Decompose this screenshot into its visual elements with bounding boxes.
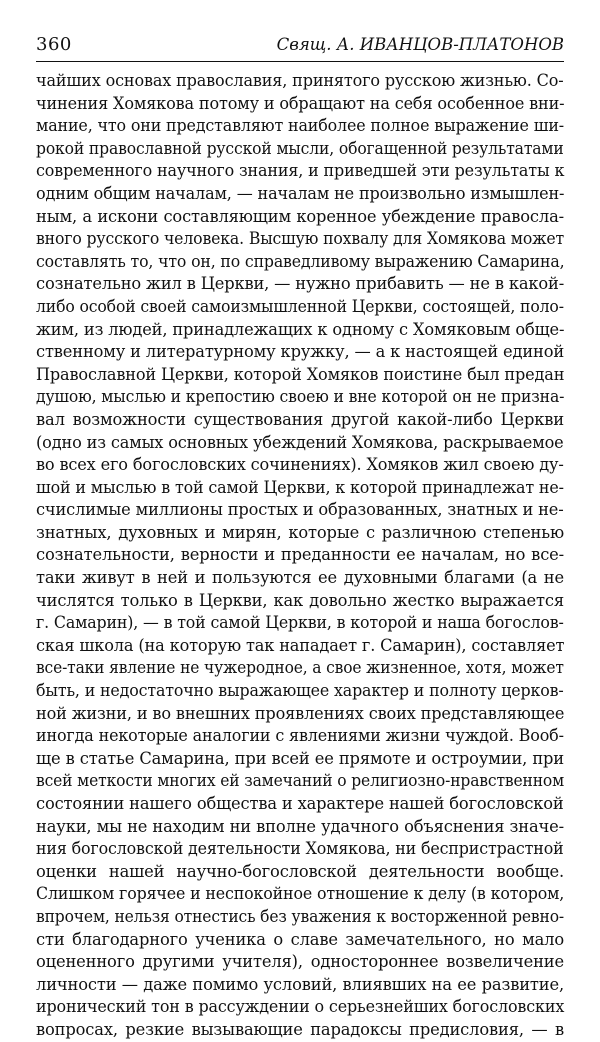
text-line: знатных, духовных и мирян, которые с различною степенью xyxy=(36,522,564,542)
text-line: чайших основах православия, принятого русскою жизнью. Со- xyxy=(36,71,564,90)
text-line: современного научного знания, и приведшей эти результаты к xyxy=(36,161,565,181)
text-line: ственному и литературному кружку, — а к настоящей единой xyxy=(36,342,565,362)
body-text xyxy=(36,70,564,1042)
text-line: ще в статье Самарина, при всей ее прямоте и остроумии, при xyxy=(36,748,564,768)
text-line: вопросах, резкие вызывающие парадоксы предисловия, — в xyxy=(36,1019,564,1039)
text-line: чинения Хомякова потому и обращают на себя особенное вни- xyxy=(36,93,565,113)
text-line: Православной Церкви, которой Хомяков поистине был предан xyxy=(36,364,565,384)
text-line: ния богословской деятельности Хомякова, ни беспристрастной xyxy=(36,839,564,859)
text-line: все-таки явление не чужеродное, а свое жизненное, хотя, может xyxy=(36,658,564,678)
text-line: сти благодарного ученика о славе замечательного, но мало xyxy=(36,929,564,949)
text-line: ной жизни, и во внешних проявлениях своих представляющее xyxy=(36,703,565,723)
text-line: г. Самарин), — в той самой Церкви, в которой и наша богослов- xyxy=(36,613,564,633)
running-title: Свящ. А. ИВАНЦОВ-ПЛАТОНОВ xyxy=(276,35,564,54)
text-line: всей меткости многих ей замечаний о религиозно-нравственном xyxy=(36,771,565,791)
text-line: Слишком горячее и неспокойное отношение к делу (в котором, xyxy=(36,884,565,904)
text-line: во всех его богословских сочинениях). Хомяков жил своею ду- xyxy=(36,455,564,475)
text-line: иронический тон в рассуждении о серьезнейших богословских xyxy=(36,997,565,1017)
text-line: вал возможности существования другой какой-либо Церкви xyxy=(36,409,564,429)
text-line: числятся только в Церкви, как довольно жестко выражается xyxy=(36,590,564,610)
text-line: быть, и недостаточно выражающее характер и полноту церков- xyxy=(36,681,564,701)
text-line: иногда некоторые аналогии с явлениями жизни чуждой. Вооб- xyxy=(36,726,564,746)
text-line: состоянии нашего общества и характере нашей богословской xyxy=(36,794,564,813)
header-rule xyxy=(36,61,564,62)
text-line: (одно из самых основных убеждений Хомякова, раскрываемое xyxy=(36,432,564,452)
text-line: жим, из людей, принадлежащих к одному с Хомяковым обще- xyxy=(36,319,565,339)
text-line: либо особой своей самоизмышленной Церкви, состоящей, поло- xyxy=(36,296,564,316)
text-line: вного русского человека. Высшую похвалу для Хомякова может xyxy=(36,229,565,249)
text-line: ным, а искони составляющим коренное убеждение правосла- xyxy=(36,206,564,226)
text-line: науки, мы не находим ни вполне удачного объяснения значе- xyxy=(36,816,564,836)
text-line: сознательно жил в Церкви, — нужно прибавить — не в какой- xyxy=(36,274,565,294)
text-line: ская школа (на которую так нападает г. Самарин), составляет xyxy=(36,635,565,655)
page-number: 360 xyxy=(36,34,72,55)
text-line: мание, что они представляют наиболее полное выражение ши- xyxy=(36,116,565,136)
text-line: впрочем, нельзя отнестись без уважения к восторженной ревно- xyxy=(36,906,565,926)
text-line: таки живут в ней и пользуются ее духовными благами (а не xyxy=(36,568,564,588)
text-line: личности — даже помимо условий, влиявших на ее развитие, xyxy=(36,974,564,994)
text-line: оцененного другими учителя), одностороннее возвеличение xyxy=(36,952,564,972)
text-line: составлять то, что он, по справедливому выражению Самарина, xyxy=(36,251,565,271)
text-line: шой и мыслью в той самой Церкви, к которой принадлежат не- xyxy=(36,477,564,497)
text-line: счислимые миллионы простых и образованных, знатных и не- xyxy=(36,500,564,520)
text-line: душою, мыслью и крепостию своею и вне которой он не призна- xyxy=(36,387,565,407)
text-line: оценки нашей научно-богословской деятельности вообще. xyxy=(36,861,564,881)
running-header xyxy=(36,34,564,60)
text-line: рокой православной русской мысли, обогащенной результатами xyxy=(36,138,564,158)
text-line: сознательности, верности и преданности ее началам, но все- xyxy=(36,545,564,565)
text-line: одним общим началам, — началам не произвольно измышлен- xyxy=(36,183,565,203)
